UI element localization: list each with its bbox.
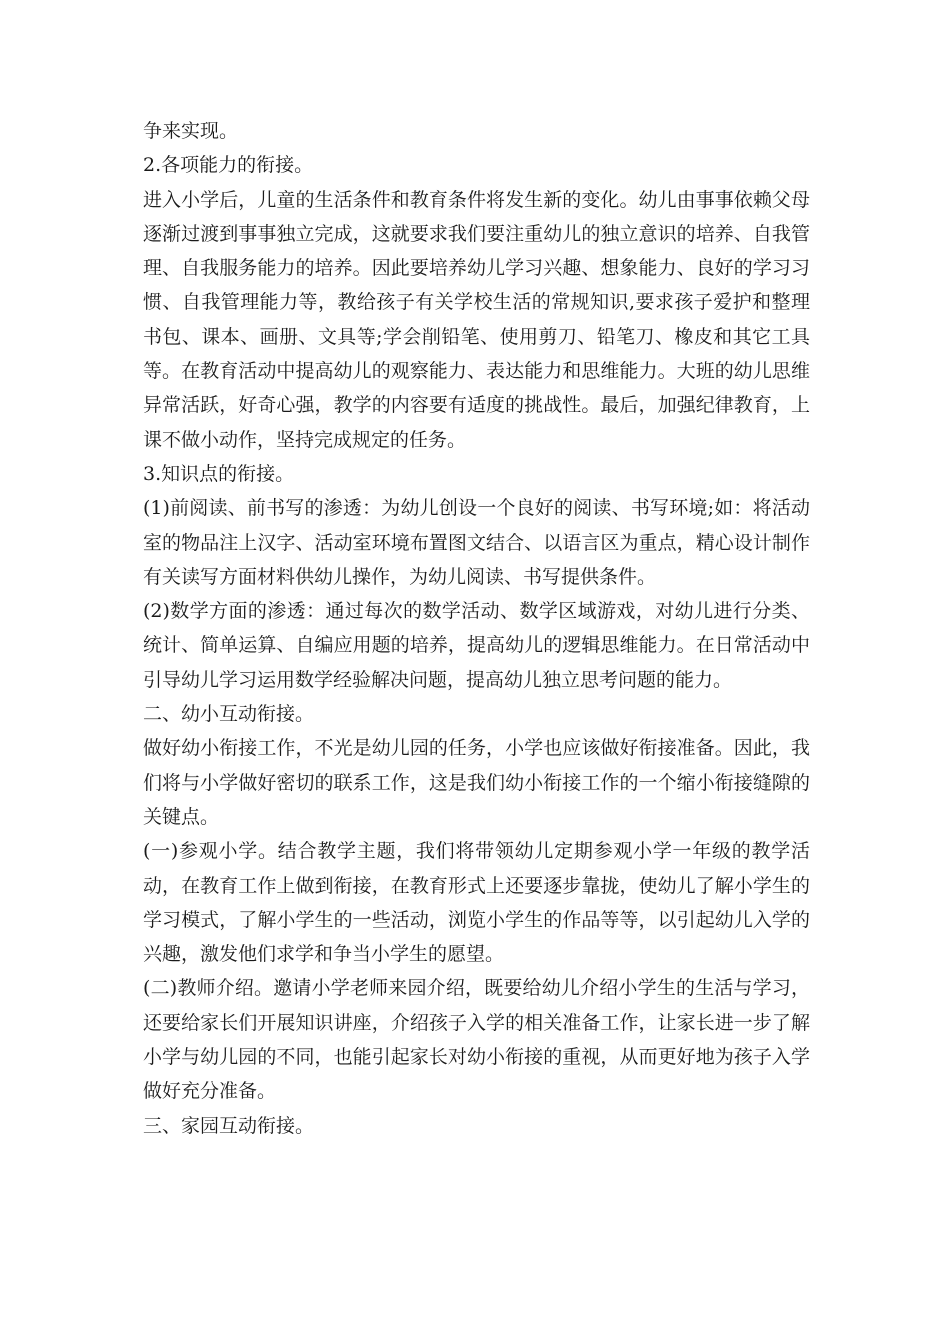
paragraph-continuation: 争来实现。 <box>143 120 239 142</box>
paragraph-ability-connection: 进入小学后，儿童的生活条件和教育条件将发生新的变化。幼儿由事事依赖父母逐渐过渡到事事独立完成，这就要求我们要注重幼儿的独立意识的培养、自我管理、自我服务能力的培养。因此要培养幼儿学习兴趣、想象能力、良好的学习习惯、自我管理能力等，教给孩子有关学校生活的常规知识,要求孩子爱护和整理书包、课本、画册、文具等;学会削铅笔、使用剪刀、铅笔刀、橡皮和其它工具等。在教育活动中提高幼儿的观察能力、表达能力和思维能力。大班的幼儿思维异常活跃，好奇心强，教学的内容要有适度的挑战性。最后，加强纪律教育，上课不做小动作，坚持完成规定的任务。 <box>143 188 810 451</box>
heading-knowledge-connection: 3.知识点的衔接。 <box>143 462 295 485</box>
paragraph-interaction-intro: 做好幼小衔接工作，不光是幼儿园的任务，小学也应该做好衔接准备。因此，我们将与小学做好密切的联系工作，这是我们幼小衔接工作的一个缩小衔接缝隙的关键点。 <box>143 737 810 828</box>
paragraph-math-infiltration: (2)数学方面的渗透：通过每次的数学活动、数学区域游戏，对幼儿进行分类、统计、简单运算、自编应用题的培养，提高幼儿的逻辑思维能力。在日常活动中引导幼儿学习运用数学经验解决问题，提高幼儿独立思考问题的能力。 <box>143 600 810 691</box>
heading-kindergarten-primary-interaction: 二、幼小互动衔接。 <box>143 703 315 726</box>
paragraph-visit-primary-school: (一)参观小学。结合教学主题，我们将带领幼儿定期参观小学一年级的教学活动，在教育工作上做到衔接，在教育形式上还要逐步靠拢，使幼儿了解小学生的学习模式，了解小学生的一些活动，浏览小学生的作品等等，以引起幼儿入学的兴趣，激发他们求学和争当小学生的愿望。 <box>143 840 810 966</box>
paragraph-teacher-introduction: (二)教师介绍。邀请小学老师来园介绍，既要给幼儿介绍小学生的生活与学习，还要给家长们开展知识讲座，介绍孩子入学的相关准备工作，让家长进一步了解小学与幼儿园的不同，也能引起家长对幼小衔接的重视，从而更好地为孩子入学做好充分准备。 <box>143 977 810 1103</box>
paragraph-pre-reading-writing: (1)前阅读、前书写的渗透：为幼儿创设一个良好的阅读、书写环境;如：将活动室的物品注上汉字、活动室环境布置图文结合、以语言区为重点，精心设计制作有关读写方面材料供幼儿操作，为幼儿阅读、书写提供条件。 <box>143 497 810 588</box>
heading-ability-connection: 2.各项能力的衔接。 <box>143 154 314 177</box>
heading-home-school-interaction: 三、家园互动衔接。 <box>143 1114 315 1137</box>
